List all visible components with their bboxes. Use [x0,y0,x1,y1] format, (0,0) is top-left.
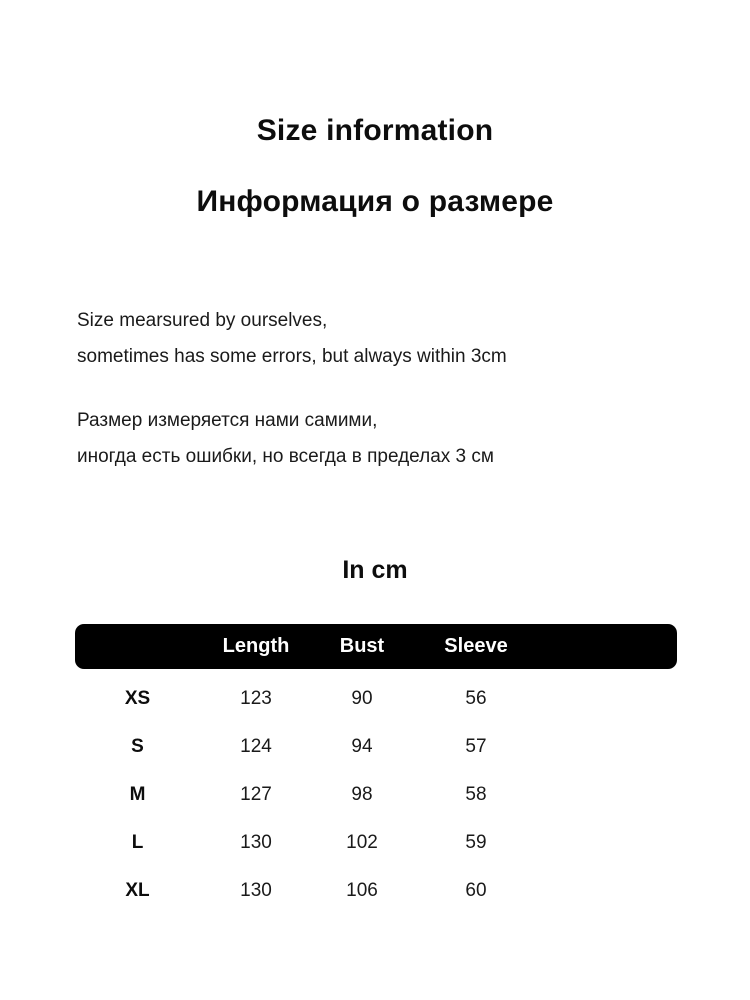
column-header-length: Length [222,635,290,657]
cell-sleeve: 56 [465,688,487,709]
column-header-sleeve: Sleeve [444,635,508,657]
cell-size: S [131,736,144,757]
column-header-bust: Bust [339,635,385,657]
cell-length: 124 [240,736,272,757]
table-header-row [75,624,677,669]
note-russian-line-2: иногда есть ошибки, но всегда в пределах 3 см [77,446,494,467]
size-table [75,624,677,915]
cell-size: XL [125,880,150,901]
cell-sleeve: 59 [465,832,487,853]
cell-length: 130 [240,832,272,853]
note-english-line-1: Size mearsured by ourselves, [77,310,328,331]
cell-sleeve: 60 [465,880,487,901]
cell-length: 123 [240,688,272,709]
table-row [75,723,677,771]
heading-block [0,112,750,220]
unit-label: In cm [342,556,408,584]
cell-sleeve: 58 [465,784,487,805]
measurement-notes [77,303,697,475]
cell-bust: 90 [351,688,373,709]
cell-length: 127 [240,784,272,805]
table-row [75,867,677,915]
cell-length: 130 [240,880,272,901]
cell-bust: 102 [346,832,378,853]
cell-sleeve: 57 [465,736,487,757]
cell-size: L [131,832,144,853]
table-body [75,675,677,915]
cell-bust: 106 [346,880,378,901]
page-title-russian: Информация о размере [196,184,554,218]
table-row [75,819,677,867]
cell-size: XS [124,688,151,709]
cell-bust: 94 [351,736,373,757]
cell-size: M [129,784,146,805]
page-title-english: Size information [256,114,494,147]
cell-bust: 98 [351,784,373,805]
note-english-line-2: sometimes has some errors, but always within 3cm [77,346,507,367]
table-row [75,675,677,723]
note-russian-line-1: Размер измеряется нами самими, [77,410,378,431]
note-group-russian [77,403,697,475]
note-group-english [77,303,697,375]
table-row [75,771,677,819]
